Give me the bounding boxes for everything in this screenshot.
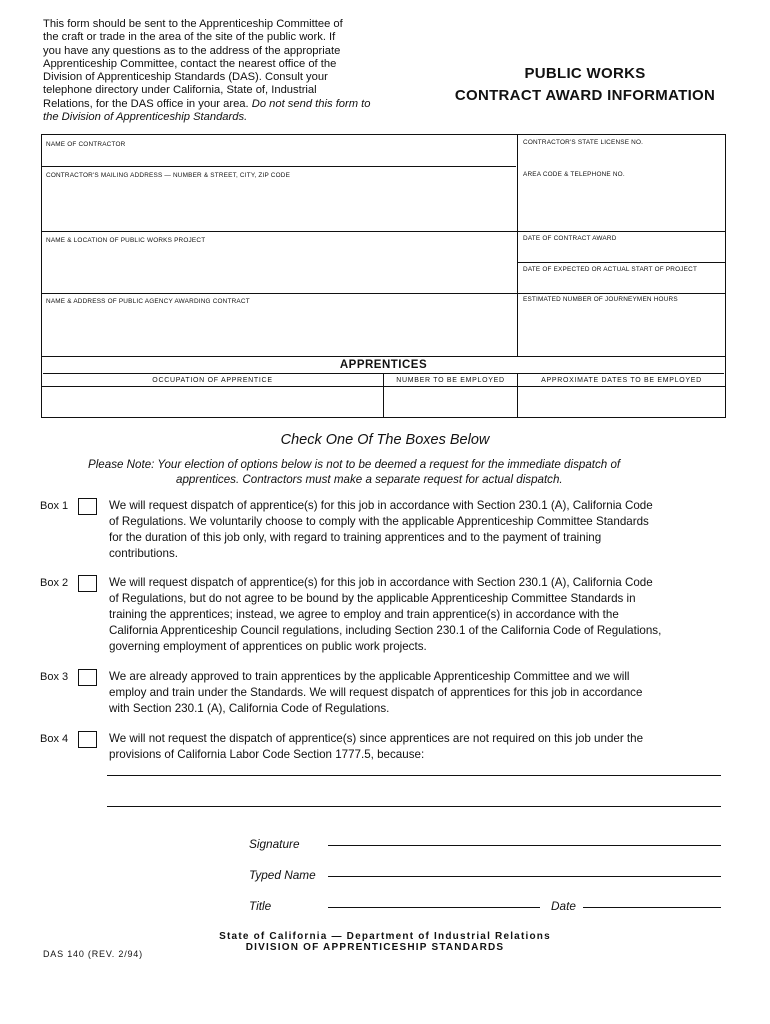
reason-line-2[interactable] [107,806,721,807]
start-date-label: DATE OF EXPECTED OR ACTUAL START OF PROJECT [523,266,698,273]
form-title-line2: CONTRACT AWARD INFORMATION [454,87,716,104]
title-label: Title [249,899,272,913]
intro-italic-note-2: the Division of Apprenticeship Standards. [43,111,248,124]
intro-line: This form should be sent to the Apprenticeship Committee of [43,18,343,30]
box-text-line: training the apprentices; instead, we agree to employ and train apprentice(s) in accordance with the [109,608,619,621]
intro-italic-note: Do not send this form to [251,97,371,110]
footer-line-2: DIVISION OF APPRENTICESHIP STANDARDS [245,942,505,953]
phone-label: AREA CODE & TELEPHONE NO. [523,171,625,178]
box-text-line: with Section 230.1 (A), California Code of Regulations. [109,702,390,715]
box-text-line: employ and train under the Standards. We will request dispatch of apprentices for this job in accordance [109,686,643,699]
agency-label: NAME & ADDRESS OF PUBLIC AGENCY AWARDING CONTRACT [46,298,250,305]
intro-line: Division of Apprenticeship Standards (DAS). Consult your [43,71,328,84]
intro-line-text: Relations, for the DAS office in your area. [43,97,249,110]
box-label: Box 1 [40,500,69,512]
project-label: NAME & LOCATION OF PUBLIC WORKS PROJECT [46,237,206,244]
dates-employed-field[interactable] [518,387,725,417]
journeymen-hours-label: ESTIMATED NUMBER OF JOURNEYMEN HOURS [523,296,678,303]
signature-label: Signature [249,837,300,851]
signature-field[interactable] [328,845,721,846]
note-line-2: apprentices. Contractors must make a separate request for actual dispatch. [176,473,563,486]
license-no-label: CONTRACTOR'S STATE LICENSE NO. [523,139,644,146]
form-title-line1: PUBLIC WORKS [524,65,646,82]
checkbox-1[interactable] [78,498,97,515]
contract-info-form [41,134,726,418]
apprentices-heading: APPRENTICES [339,359,428,371]
box-text-line: California Apprenticeship Council regulations, including Section 230.1 of the California Code of Regulations, [109,624,662,637]
intro-paragraph [43,18,393,124]
box-text-line: We will request dispatch of apprentice(s) for this job in accordance with Section 230.1 (A), California Code [109,576,653,589]
project-field[interactable] [42,232,517,293]
checkbox-4[interactable] [78,731,97,748]
license-no-field[interactable] [518,135,725,231]
box-label: Box 2 [40,577,69,589]
start-date-field[interactable] [518,263,725,293]
date-field[interactable] [583,907,721,908]
award-date-label: DATE OF CONTRACT AWARD [523,235,617,242]
check-heading: Check One Of The Boxes Below [280,432,490,448]
box-text-line: We will request dispatch of apprentice(s) for this job in accordance with Section 230.1 (A), California Code [109,499,653,512]
title-field[interactable] [328,907,540,908]
note-line-1: Please Note: Your election of options below is not to be deemed a request for the immediate dispatch of [88,458,621,471]
box-text-line: We will not request the dispatch of apprentice(s) since apprentices are not required on this job under the [109,732,644,745]
name-of-contractor-label: NAME OF CONTRACTOR [46,141,126,148]
footer-line-1: State of California — Department of Industrial Relations [219,931,551,942]
box-label: Box 4 [40,733,69,745]
typed-name-field[interactable] [328,876,721,877]
mailing-address-label: CONTRACTOR'S MAILING ADDRESS — NUMBER & STREET, CITY, ZIP CODE [46,172,291,179]
checkbox-2[interactable] [78,575,97,592]
intro-line: the craft or trade in the area of the site of the public work. If [43,31,336,44]
intro-line: you have any questions as to the address of the appropriate [43,44,341,57]
agency-field[interactable] [42,294,517,356]
form-number: DAS 140 (REV. 2/94) [43,949,143,959]
intro-line: Apprenticeship Committee, contact the nearest office of the [43,57,337,70]
intro-line: telephone directory under California, State of, Industrial [43,84,317,97]
box-text-line: of Regulations. We voluntarily choose to comply with the applicable Apprenticeship Committee Standards [109,515,649,528]
box-text-line: provisions of California Labor Code Section 1777.5, because: [109,748,425,761]
name-of-contractor-field[interactable] [42,135,517,166]
date-label: Date [551,899,576,913]
box-text-line: for the duration of this job only, with regard to training apprentices and to the payment of training [109,531,602,544]
col-occupation-label: OCCUPATION OF APPRENTICE [152,377,273,384]
box-text-line: contributions. [109,547,178,560]
mailing-address-field[interactable] [42,167,517,231]
box-text-line: governing employment of apprentices on public work projects. [109,640,427,653]
col-dates-label: APPROXIMATE DATES TO BE EMPLOYED [541,377,702,384]
journeymen-hours-field[interactable] [518,294,725,356]
intro-line [43,111,393,124]
please-note [88,457,708,487]
occupation-field[interactable] [42,387,383,417]
number-employed-field[interactable] [384,387,517,417]
typed-name-label: Typed Name [249,868,316,882]
checkbox-3[interactable] [78,669,97,686]
box-label: Box 3 [40,671,69,683]
col-number-label: NUMBER TO BE EMPLOYED [396,377,505,384]
box-text-line: We are already approved to train apprentices by the applicable Apprenticeship Committee and we will [109,670,630,683]
reason-line-1[interactable] [107,775,721,776]
award-date-field[interactable] [518,232,725,262]
box-text-line: of Regulations, but do not agree to be bound by the applicable Apprenticeship Committee Standards in [109,592,636,605]
intro-line [43,98,393,111]
